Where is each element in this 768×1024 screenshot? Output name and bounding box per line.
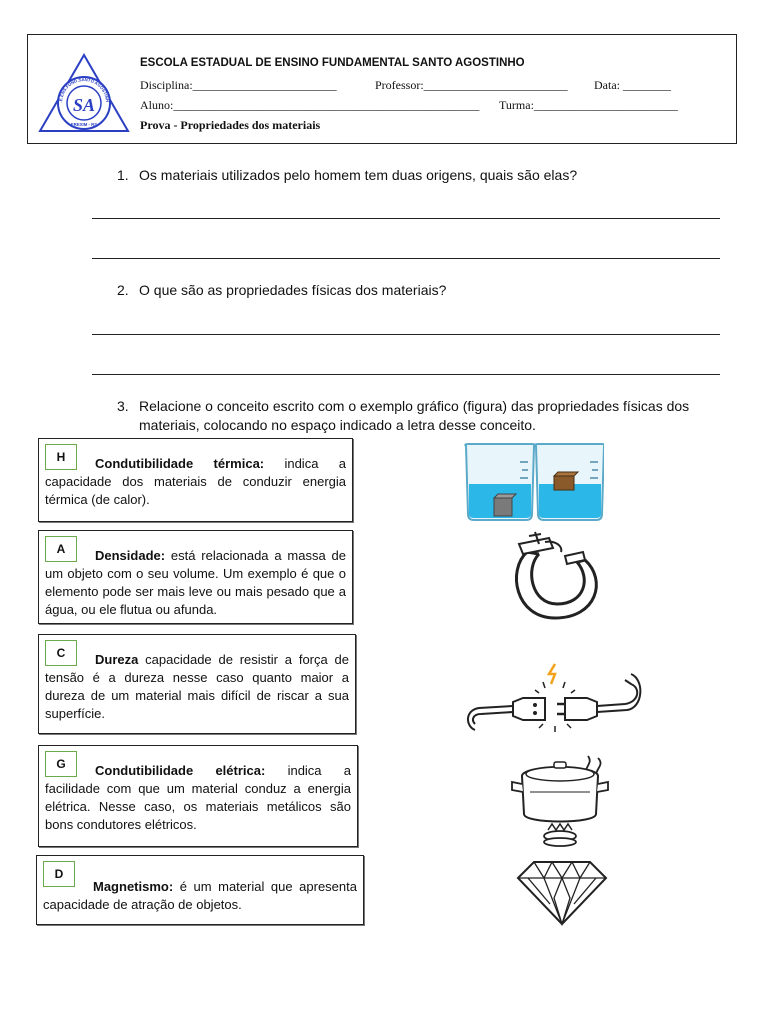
answer-letter[interactable]: A bbox=[45, 536, 77, 562]
concept-text bbox=[45, 547, 346, 619]
question-number: 1. bbox=[117, 167, 129, 183]
concept-text bbox=[45, 455, 346, 509]
exam-title: Prova - Propriedades dos materiais bbox=[140, 118, 321, 132]
concept-box-thermal bbox=[38, 438, 353, 522]
logo-ring-text: .E.ENS.FUND.SANTO AGOSTINH bbox=[58, 76, 111, 103]
class-field[interactable]: Turma:________________________ bbox=[499, 98, 678, 112]
professor-field[interactable]: Professor:________________________ bbox=[375, 78, 568, 92]
question-2 bbox=[117, 281, 446, 299]
question-text: Relacione o conceito escrito com o exemplo gráfico (figura) das propriedades físicas dos materiais, colocando no espaço indicado a letra desse conceito. bbox=[139, 398, 690, 433]
logo-initials: SA bbox=[72, 95, 96, 115]
concept-description: é um material que apresenta capacidade de atração de objetos. bbox=[43, 879, 357, 912]
answer-line[interactable] bbox=[92, 334, 720, 335]
concept-term: Dureza bbox=[95, 652, 139, 667]
concept-description: indica a capacidade dos materiais de conduzir energia térmica (de calor). bbox=[45, 456, 346, 507]
school-header bbox=[27, 34, 737, 144]
concept-text bbox=[45, 651, 349, 723]
plug-icon bbox=[465, 660, 643, 738]
concept-description: capacidade de resistir a força de tensão é a dureza nesse caso quanto maior a dureza de um material mais difícil de riscar a sua superfície. bbox=[45, 652, 349, 721]
answer-letter[interactable]: C bbox=[45, 640, 77, 666]
concept-box-magnetism bbox=[36, 855, 364, 925]
beakers-icon bbox=[462, 440, 604, 522]
logo-bottom-text: EREXIM - RS bbox=[70, 122, 98, 127]
answer-line[interactable] bbox=[92, 258, 720, 259]
question-text: Os materiais utilizados pelo homem tem duas origens, quais são elas? bbox=[139, 167, 578, 183]
magnet-icon bbox=[505, 530, 610, 625]
date-field[interactable]: Data: ________ bbox=[594, 78, 671, 92]
answer-line[interactable] bbox=[92, 374, 720, 375]
answer-line[interactable] bbox=[92, 218, 720, 219]
pot-icon bbox=[510, 752, 620, 847]
question-text: O que são as propriedades físicas dos materiais? bbox=[139, 282, 447, 298]
concept-description: está relacionada a massa de um objeto com o seu volume. Um exemplo é que o elemento pode ser mais leve ou mais pesado que a água, ou ele flutua ou afunda. bbox=[45, 548, 346, 617]
concept-description: indica a facilidade com que um material conduz a energia elétrica. Nesse caso, os materiais metálicos são bons condutores elétricos. bbox=[45, 763, 352, 832]
concept-text bbox=[43, 878, 357, 914]
concept-box-electric bbox=[38, 745, 358, 847]
concept-box-hardness bbox=[38, 634, 356, 734]
concept-term: Condutibilidade térmica: bbox=[95, 456, 265, 471]
concept-text bbox=[45, 762, 351, 834]
answer-letter[interactable]: D bbox=[43, 861, 75, 887]
school-logo bbox=[38, 53, 130, 133]
answer-letter[interactable]: H bbox=[45, 444, 77, 470]
student-field[interactable]: Aluno:___________________________________________________ bbox=[140, 98, 480, 112]
concept-term: Densidade: bbox=[95, 548, 166, 563]
disciplina-field[interactable]: Disciplina:________________________ bbox=[140, 78, 337, 92]
concept-term: Condutibilidade elétrica: bbox=[95, 763, 266, 778]
concept-term: Magnetismo: bbox=[93, 879, 174, 894]
question-1 bbox=[117, 166, 577, 184]
diamond-icon bbox=[514, 858, 610, 928]
question-number: 3. bbox=[117, 398, 129, 414]
answer-letter[interactable]: G bbox=[45, 751, 77, 777]
school-name: ESCOLA ESTADUAL DE ENSINO FUNDAMENTAL SANTO AGOSTINHO bbox=[140, 57, 525, 69]
question-number: 2. bbox=[117, 282, 129, 298]
concept-box-density bbox=[38, 530, 353, 624]
